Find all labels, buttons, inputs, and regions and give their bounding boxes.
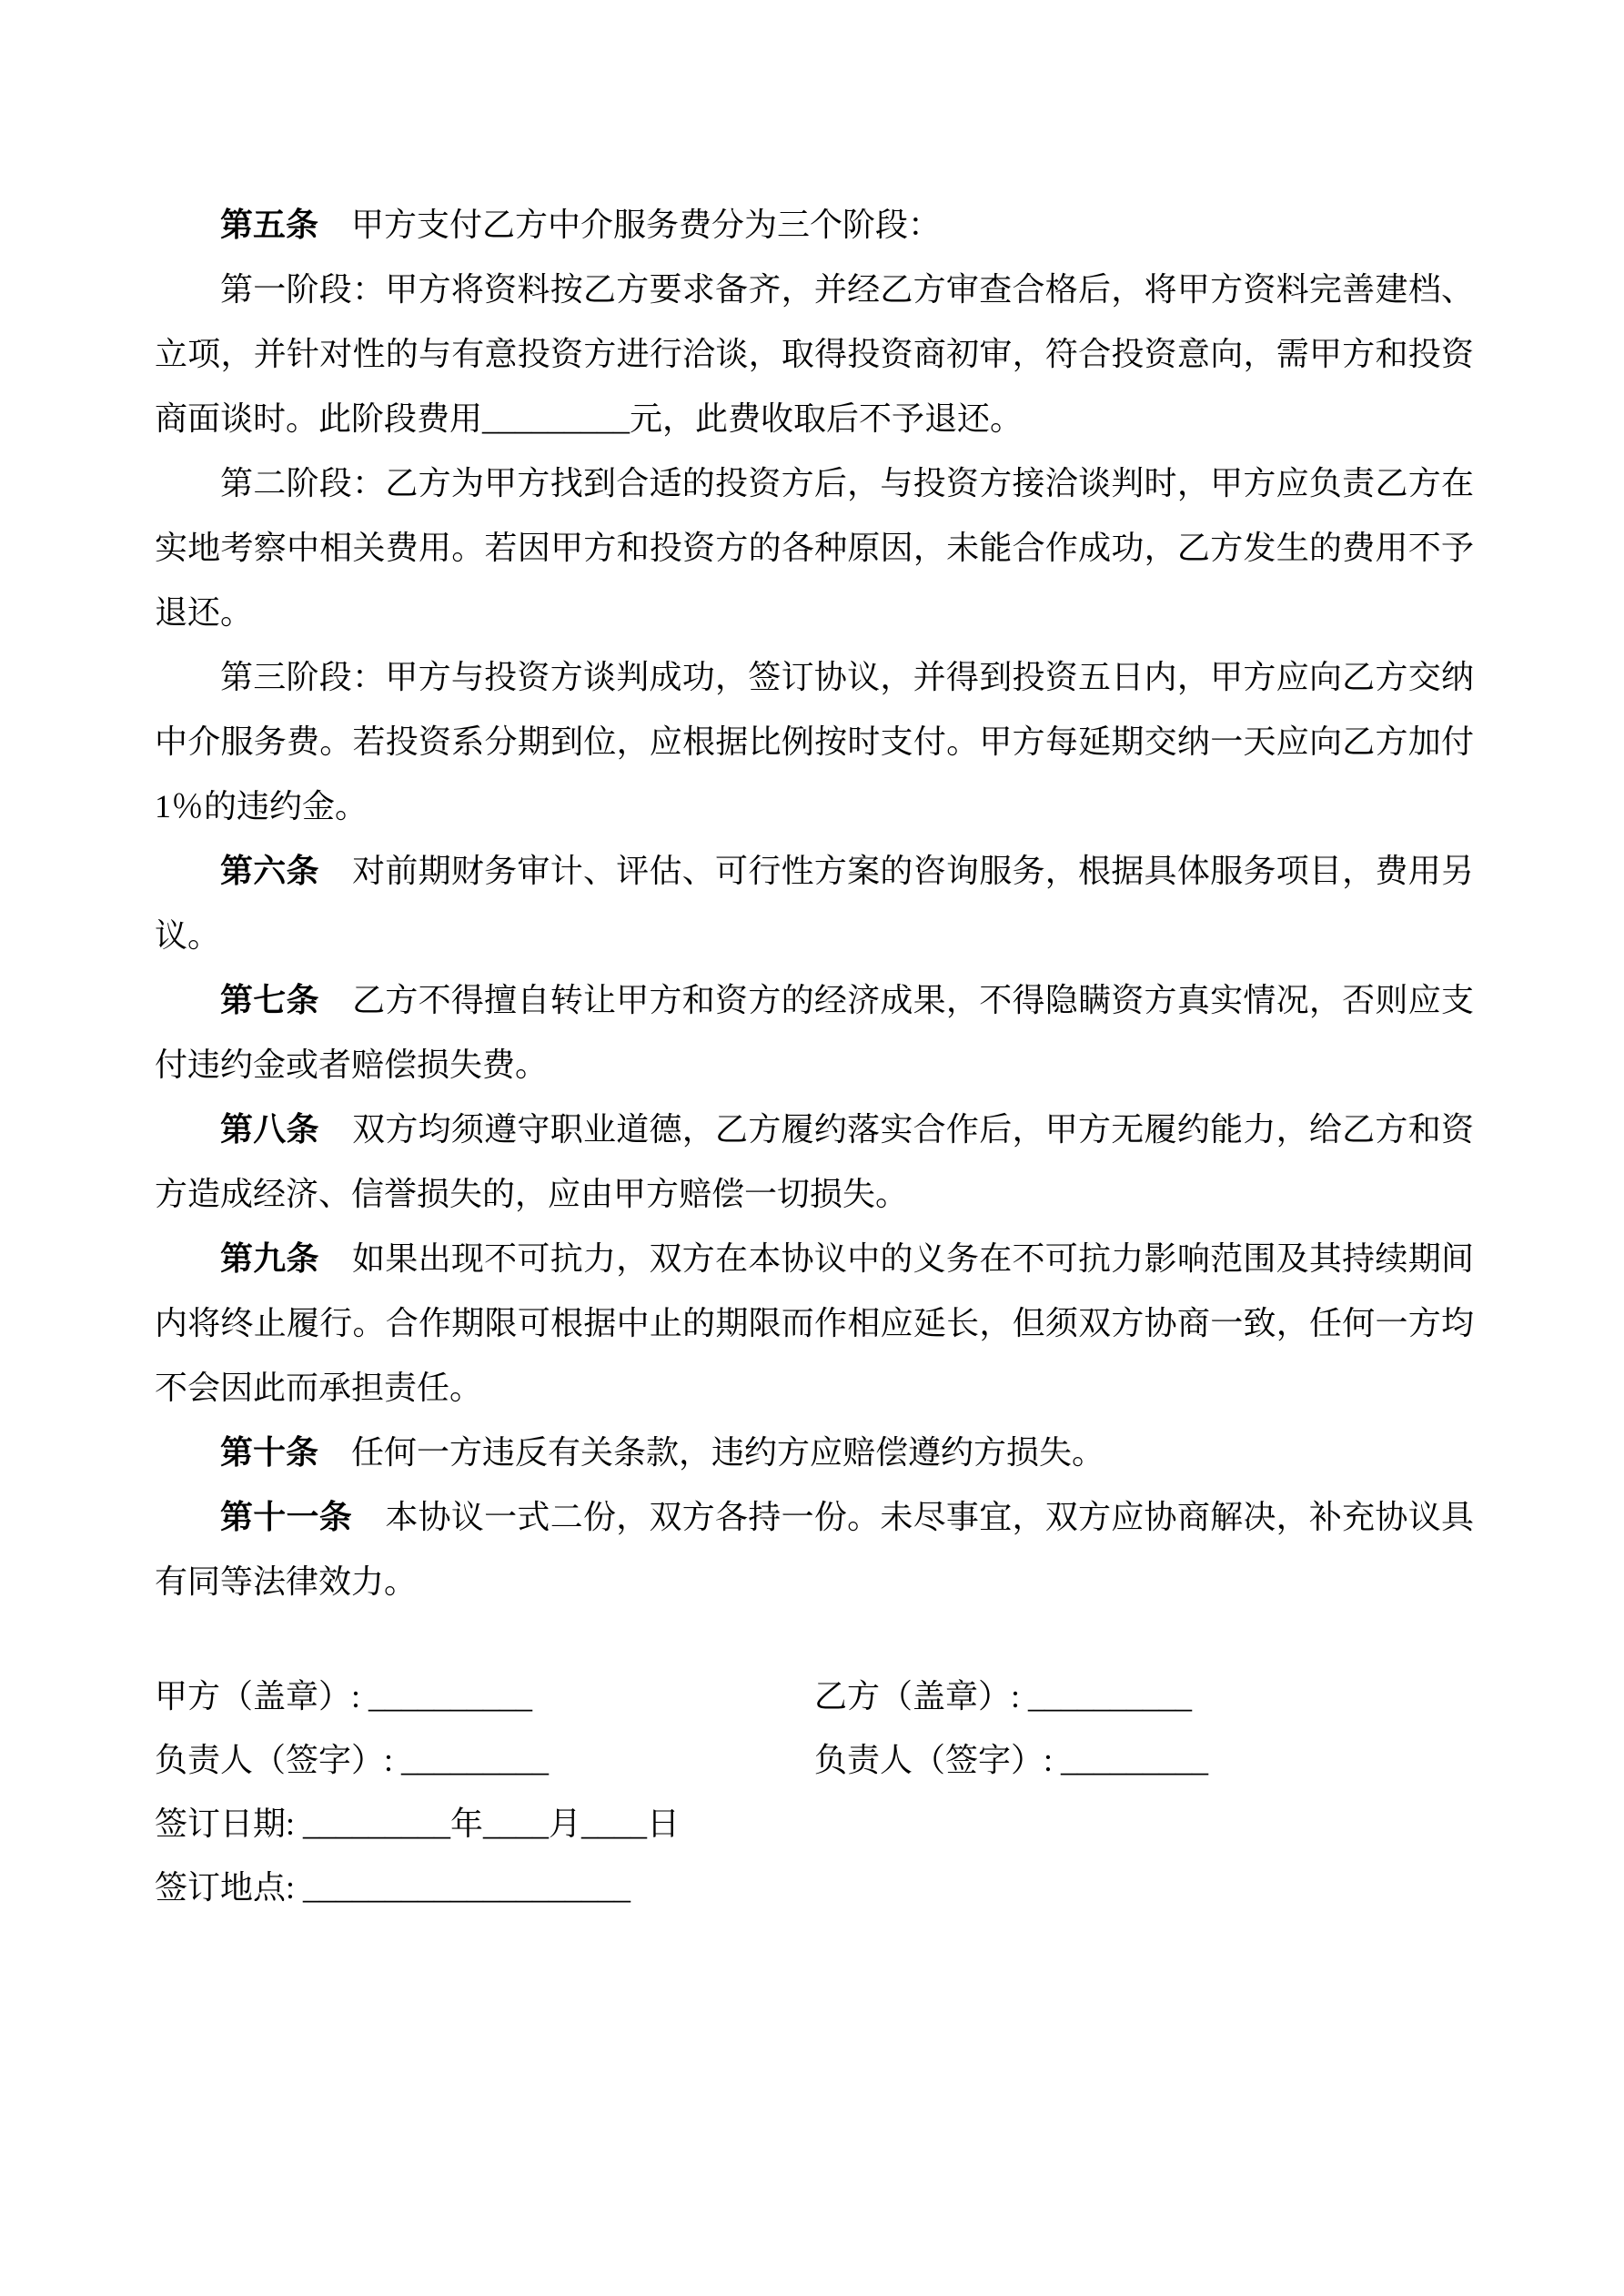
body-paragraph: 第三阶段：甲方与投资方谈判成功，签订协议，并得到投资五日内，甲方应向乙方交纳中介服务费。若投资系分期到位，应根据比例按时支付。甲方每延期交纳一天应向乙方加付1％的违约金。 [155,659,1474,824]
article-number: 第六条 [220,853,319,889]
party-b-signer-label: 负责人（签字）: [814,1742,1062,1778]
sign-date-year-suffix: 年 [450,1805,484,1842]
party-b-seal [814,1664,1474,1728]
article-paragraph: 第八条 双方均须遵守职业道德，乙方履约落实合作后，甲方无履约能力，给乙方和资方造成经济、信誉损失的，应由甲方赔偿一切损失。 [155,1111,1474,1212]
party-a-signer-blank: _________ [401,1742,550,1778]
party-b-seal-label: 乙方（盖章）: [814,1678,1029,1714]
party-a-seal [155,1664,814,1728]
article-paragraph: 第五条 甲方支付乙方中介服务费分为三个阶段： [220,207,942,243]
sign-place-blank: ____________________ [303,1869,631,1906]
signature-block [155,1664,1474,1919]
party-b-signer-blank: _________ [1061,1742,1209,1778]
signer-row [155,1728,1474,1792]
seal-row [155,1664,1474,1728]
sign-place-label: 签订地点: [155,1869,304,1906]
sign-date-month-suffix: 月 [549,1805,582,1842]
contract-content [155,193,1474,1919]
article-number: 第九条 [220,1240,319,1277]
article-number: 第七条 [220,982,319,1018]
party-a-seal-label: 甲方（盖章）: [155,1678,369,1714]
article-paragraph: 第九条 如果出现不可抗力，双方在本协议中的义务在不可抗力影响范围及其持续期间内将终止履行。合作期限可根据中止的期限而作相应延长，但须双方协商一致，任何一方均不会因此而承担责任。 [155,1240,1474,1406]
party-a-signer-label: 负责人（签字）: [155,1742,402,1778]
contract-body [155,193,1474,1614]
body-paragraph: 第二阶段：乙方为甲方找到合适的投资方后，与投资方接洽谈判时，甲方应负责乙方在实地考察中相关费用。若因甲方和投资方的各种原因，未能合作成功，乙方发生的费用不予退还。 [155,465,1474,631]
place-row [155,1856,1474,1919]
article-paragraph: 第六条 对前期财务审计、评估、可行性方案的咨询服务，根据具体服务项目，费用另议。 [155,853,1474,954]
sign-date-day-blank: ____ [581,1805,648,1842]
article-number: 第八条 [220,1111,319,1148]
sign-date [155,1792,680,1856]
article-paragraph: 第十条 任何一方违反有关条款，违约方应赔偿遵约方损失。 [220,1434,1105,1471]
date-row [155,1792,1474,1856]
sign-date-day-suffix: 日 [647,1805,681,1842]
sign-date-label: 签订日期: [155,1805,304,1842]
party-b-signer [814,1728,1474,1792]
party-a-signer [155,1728,814,1792]
sign-date-month-blank: ____ [483,1805,550,1842]
article-number: 第十条 [220,1434,319,1471]
party-b-seal-blank: __________ [1028,1678,1193,1714]
sign-date-year-blank: _________ [303,1805,451,1842]
article-paragraph: 第十一条 本协议一式二份，双方各持一份。未尽事宜，双方应协商解决，补充协议具有同等法律效力。 [155,1499,1474,1600]
article-number: 第十一条 [220,1499,353,1535]
article-paragraph: 第七条 乙方不得擅自转让甲方和资方的经济成果，不得隐瞒资方真实情况，否则应支付违约金或者赔偿损失费。 [155,982,1474,1083]
article-number: 第五条 [220,207,319,243]
party-a-seal-blank: __________ [368,1678,533,1714]
body-paragraph: 第一阶段：甲方将资料按乙方要求备齐，并经乙方审查合格后，将甲方资料完善建档、立项，并针对性的与有意投资方进行洽谈，取得投资商初审，符合投资意向，需甲方和投资商面谈时。此阶段费用_________元，此费收取后不予退还。 [155,271,1474,437]
sign-place [155,1856,630,1919]
